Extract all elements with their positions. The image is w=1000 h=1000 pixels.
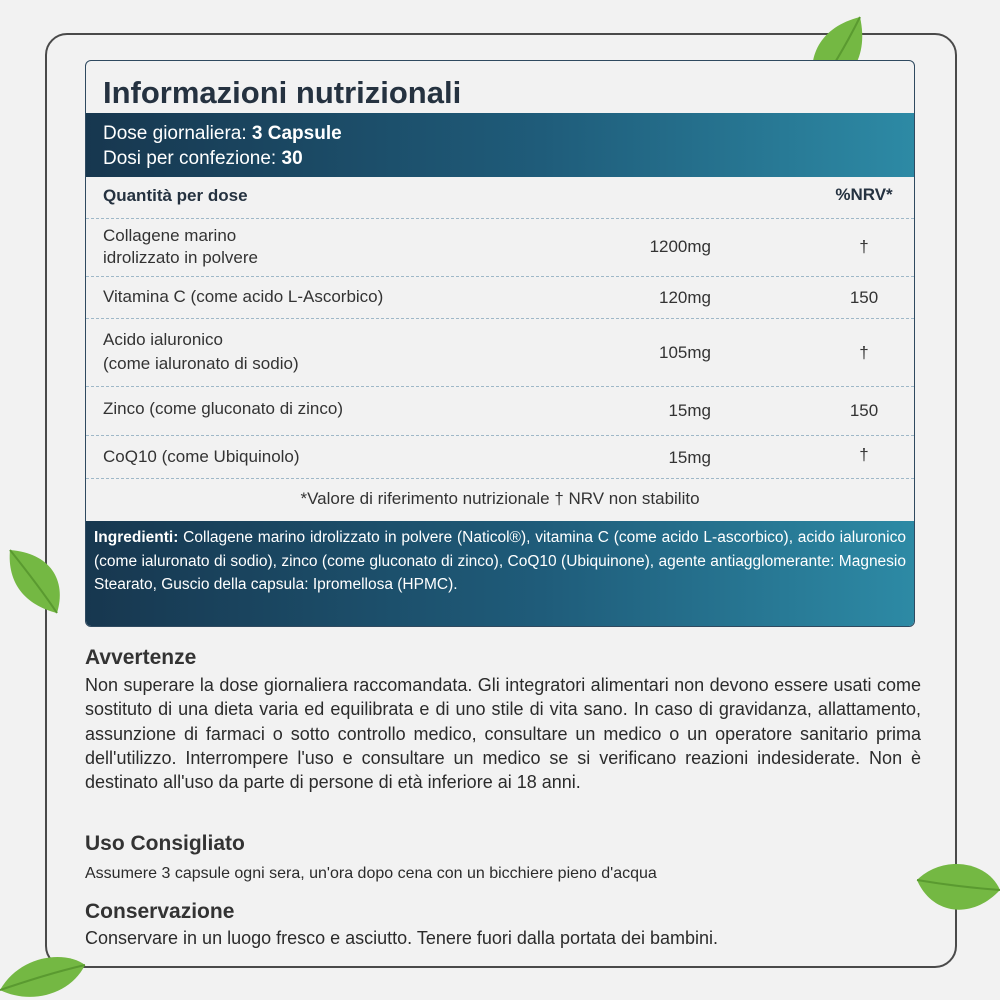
storage-text: Conservare in un luogo fresco e asciutto. Tenere fuori dalla portata dei bambini. bbox=[85, 928, 719, 948]
storage-title: Conservazione bbox=[85, 900, 235, 923]
warnings-text: Non superare la dose giornaliera raccomandata. Gli integratori alimentari non devono essere usati come sostituto di una dieta varia ed equilibrata e di uno stile di vita sano. In caso di gravidanza, allattamento, assunzione di farmaci o sotto controllo medico, consultare un medico o un operatore sanitario prima dell'utilizzo. Interrompere l'uso e consultare un medico se si verificano reazioni indesiderate. Non è destinato all'uso da parte di persone di età inferiore ai 18 anni. bbox=[85, 675, 921, 793]
nrv-footnote: *Valore di riferimento nutrizionale † NRV non stabilito bbox=[300, 489, 700, 508]
table-row bbox=[86, 387, 914, 436]
row-nrv: 150 bbox=[849, 288, 879, 307]
table-row bbox=[86, 219, 914, 277]
row-name-line2: (come ialuronato di sodio) bbox=[103, 354, 299, 373]
row-nrv: † bbox=[859, 237, 869, 256]
row-amount: 1200mg bbox=[649, 237, 711, 256]
leaf-icon bbox=[5, 545, 67, 617]
header-nrv: %NRV* bbox=[835, 185, 893, 204]
row-name-line1: Collagene marino bbox=[103, 226, 237, 245]
row-name: CoQ10 (come Ubiquinolo) bbox=[103, 447, 300, 466]
row-name: Zinco (come gluconato di zinco) bbox=[103, 399, 344, 418]
warnings-title: Avvertenze bbox=[85, 646, 197, 669]
daily-dose-value: 3 Capsule bbox=[251, 123, 342, 144]
row-name-line2: idrolizzato in polvere bbox=[103, 248, 258, 267]
doses-per-pack-label: Dosi per confezione: bbox=[103, 148, 282, 169]
panel-title: Informazioni nutrizionali bbox=[103, 75, 462, 110]
leaf-icon bbox=[912, 855, 1000, 925]
dose-band bbox=[86, 113, 914, 177]
table-row bbox=[86, 436, 914, 479]
row-nrv: 150 bbox=[849, 401, 879, 420]
doses-per-pack bbox=[103, 146, 914, 171]
doses-per-pack-value: 30 bbox=[281, 148, 303, 169]
ingredients-text: Collagene marino idrolizzato in polvere (Naticol®), vitamina C (come acido L-ascorbico), acido ialuronico (come ialuronato di sodio), zinco (come gluconato di zinco), CoQ10 (Ubiquinone), agente antiagglomerante: Magnesio Stearato, Guscio della capsula: Ipromellosa (HPMC). bbox=[94, 529, 906, 593]
usage-title: Uso Consigliato bbox=[85, 832, 245, 855]
ingredients-box bbox=[86, 521, 914, 627]
row-amount: 120mg bbox=[659, 288, 711, 307]
header-quantity: Quantità per dose bbox=[103, 186, 248, 205]
row-amount: 15mg bbox=[668, 401, 711, 420]
leaf-icon bbox=[0, 950, 90, 1000]
row-name: Vitamina C (come acido L-Ascorbico) bbox=[103, 287, 384, 306]
daily-dose bbox=[103, 121, 914, 146]
row-nrv: † bbox=[859, 445, 869, 464]
row-name-line1: Acido ialuronico bbox=[103, 330, 224, 349]
usage-text: Assumere 3 capsule ogni sera, un'ora dopo cena con un bicchiere pieno d'acqua bbox=[85, 865, 657, 882]
table-row bbox=[86, 319, 914, 387]
table-header bbox=[86, 177, 914, 219]
row-amount: 105mg bbox=[659, 343, 711, 362]
row-amount: 15mg bbox=[668, 448, 711, 467]
nutrition-panel bbox=[85, 60, 915, 627]
daily-dose-label: Dose giornaliera: bbox=[103, 123, 252, 144]
table-row bbox=[86, 277, 914, 319]
ingredients-label: Ingredienti: bbox=[94, 529, 179, 546]
row-nrv: † bbox=[859, 343, 869, 362]
